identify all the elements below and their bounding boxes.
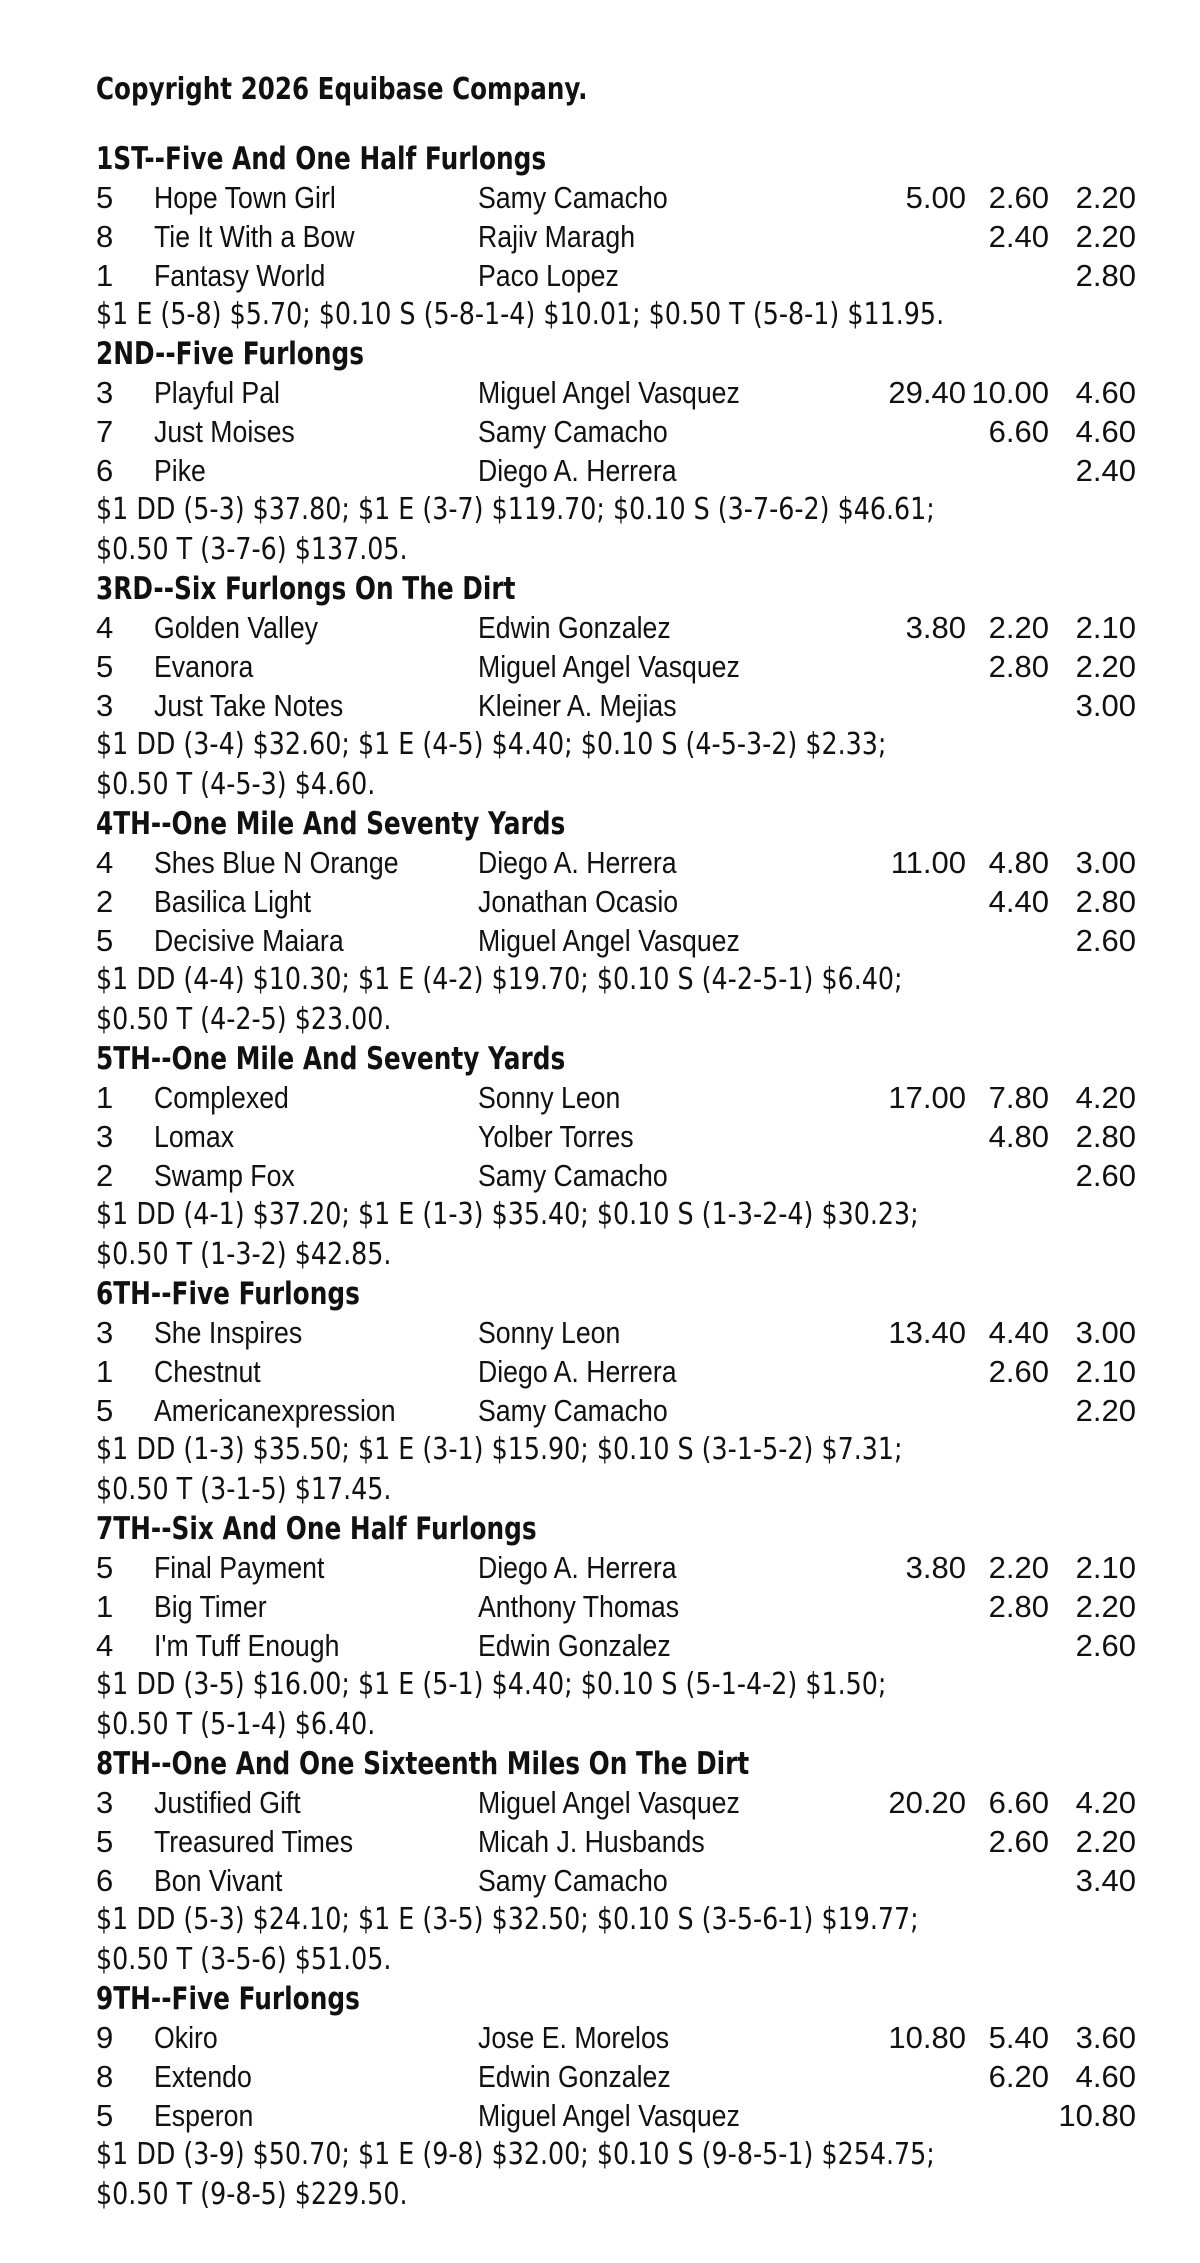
race-title: 1ST--Five And One Half Furlongs <box>96 141 547 177</box>
finisher-row <box>96 1117 1136 1156</box>
jockey-name: Miguel Angel Vasquez <box>478 923 740 958</box>
race-block <box>96 1040 1136 1275</box>
program-number: 6 <box>96 453 114 488</box>
program-number: 1 <box>96 1080 114 1115</box>
jockey-name: Edwin Gonzalez <box>478 610 671 645</box>
place-payout: 5.40 <box>988 2020 1049 2055</box>
place-payout: 2.60 <box>988 1354 1049 1389</box>
race-block <box>96 570 1136 805</box>
show-payout: 2.80 <box>1075 1119 1136 1154</box>
show-payout: 3.40 <box>1075 1863 1136 1898</box>
place-payout: 4.80 <box>988 1119 1049 1154</box>
win-payout: 11.00 <box>890 845 966 880</box>
exotic-payoff-line: $1 E (5-8) $5.70; $0.10 S (5-8-1-4) $10.01; $0.50 T (5-8-1) $11.95. <box>96 297 945 332</box>
show-payout: 10.80 <box>1058 2098 1136 2133</box>
finisher-row <box>96 1861 1136 1900</box>
jockey-name: Miguel Angel Vasquez <box>478 1785 740 1820</box>
exotic-payoff-line: $0.50 T (5-1-4) $6.40. <box>96 1707 376 1742</box>
jockey-name: Sonny Leon <box>478 1080 621 1115</box>
exotic-payoff-line: $1 DD (5-3) $37.80; $1 E (3-7) $119.70; $0.10 S (3-7-6-2) $46.61; <box>96 492 935 527</box>
program-number: 1 <box>96 1354 114 1389</box>
race-title: 9TH--Five Furlongs <box>96 1981 360 2017</box>
finisher-row <box>96 1078 1136 1117</box>
horse-name: Shes Blue N Orange <box>154 845 399 880</box>
race-title: 5TH--One Mile And Seventy Yards <box>96 1041 566 1077</box>
show-payout: 4.20 <box>1075 1080 1136 1115</box>
horse-name: Just Take Notes <box>154 688 344 723</box>
horse-name: Extendo <box>154 2059 252 2094</box>
place-payout: 6.60 <box>988 414 1049 449</box>
race-block <box>96 805 1136 1040</box>
jockey-name: Samy Camacho <box>478 414 668 449</box>
exotic-payoff-line: $1 DD (5-3) $24.10; $1 E (3-5) $32.50; $0.10 S (3-5-6-1) $19.77; <box>96 1902 919 1937</box>
show-payout: 2.40 <box>1075 453 1136 488</box>
jockey-name: Diego A. Herrera <box>478 845 677 880</box>
show-payout: 3.00 <box>1075 845 1136 880</box>
exotic-payoff-line: $0.50 T (1-3-2) $42.85. <box>96 1237 392 1272</box>
finisher-row <box>96 1626 1136 1665</box>
race-block <box>96 1510 1136 1745</box>
horse-name: Golden Valley <box>154 610 319 645</box>
program-number: 2 <box>96 1158 114 1193</box>
program-number: 3 <box>96 1119 114 1154</box>
win-payout: 13.40 <box>888 1315 966 1350</box>
win-payout: 17.00 <box>888 1080 966 1115</box>
jockey-name: Samy Camacho <box>478 1863 668 1898</box>
finisher-row <box>96 647 1136 686</box>
show-payout: 4.20 <box>1075 1785 1136 1820</box>
finisher-row <box>96 412 1136 451</box>
horse-name: Chestnut <box>154 1354 261 1389</box>
horse-name: Justified Gift <box>154 1785 301 1820</box>
show-payout: 2.80 <box>1075 884 1136 919</box>
win-payout: 10.80 <box>888 2020 966 2055</box>
race-title: 6TH--Five Furlongs <box>96 1276 360 1312</box>
exotic-payoff-line: $0.50 T (3-7-6) $137.05. <box>96 532 408 567</box>
jockey-name: Diego A. Herrera <box>478 1354 677 1389</box>
finisher-row <box>96 1783 1136 1822</box>
jockey-name: Rajiv Maragh <box>478 219 636 254</box>
horse-name: Big Timer <box>154 1589 267 1624</box>
race-block <box>96 1745 1136 1980</box>
win-payout: 20.20 <box>888 1785 966 1820</box>
jockey-name: Anthony Thomas <box>478 1589 680 1624</box>
program-number: 3 <box>96 375 114 410</box>
race-block <box>96 1275 1136 1510</box>
finisher-row <box>96 1587 1136 1626</box>
exotic-payoff-line: $0.50 T (9-8-5) $229.50. <box>96 2177 408 2212</box>
jockey-name: Miguel Angel Vasquez <box>478 375 740 410</box>
show-payout: 3.60 <box>1075 2020 1136 2055</box>
place-payout: 2.80 <box>988 1589 1049 1624</box>
finisher-row <box>96 1352 1136 1391</box>
exotic-payoff-line: $0.50 T (4-5-3) $4.60. <box>96 767 376 802</box>
jockey-name: Samy Camacho <box>478 1393 668 1428</box>
jockey-name: Yolber Torres <box>478 1119 634 1154</box>
exotic-payoff-line: $1 DD (1-3) $35.50; $1 E (3-1) $15.90; $0.10 S (3-1-5-2) $7.31; <box>96 1432 903 1467</box>
place-payout: 2.20 <box>988 610 1049 645</box>
finisher-row <box>96 882 1136 921</box>
program-number: 8 <box>96 219 114 254</box>
race-block <box>96 335 1136 570</box>
program-number: 1 <box>96 1589 114 1624</box>
race-block <box>96 1980 1136 2215</box>
jockey-name: Paco Lopez <box>478 258 619 293</box>
jockey-name: Micah J. Husbands <box>478 1824 705 1859</box>
program-number: 4 <box>96 610 114 645</box>
horse-name: Tie It With a Bow <box>154 219 355 254</box>
race-title: 2ND--Five Furlongs <box>96 336 365 372</box>
finisher-row <box>96 178 1136 217</box>
finisher-row <box>96 2018 1136 2057</box>
exotic-payoff-line: $0.50 T (4-2-5) $23.00. <box>96 1002 392 1037</box>
show-payout: 4.60 <box>1075 375 1136 410</box>
show-payout: 2.20 <box>1075 1824 1136 1859</box>
show-payout: 4.60 <box>1075 2059 1136 2094</box>
program-number: 5 <box>96 649 114 684</box>
horse-name: Americanexpression <box>154 1393 396 1428</box>
horse-name: Bon Vivant <box>154 1863 283 1898</box>
program-number: 5 <box>96 923 114 958</box>
place-payout: 6.60 <box>988 1785 1049 1820</box>
place-payout: 7.80 <box>988 1080 1049 1115</box>
finisher-row <box>96 2096 1136 2135</box>
show-payout: 3.00 <box>1075 688 1136 723</box>
horse-name: Decisive Maiara <box>154 923 344 958</box>
jockey-name: Diego A. Herrera <box>478 453 677 488</box>
jockey-name: Samy Camacho <box>478 180 668 215</box>
program-number: 4 <box>96 845 114 880</box>
program-number: 7 <box>96 414 114 449</box>
horse-name: Final Payment <box>154 1550 325 1585</box>
program-number: 6 <box>96 1863 114 1898</box>
show-payout: 2.20 <box>1075 219 1136 254</box>
race-results-list <box>96 140 1136 2215</box>
exotic-payoff-line: $1 DD (4-4) $10.30; $1 E (4-2) $19.70; $0.10 S (4-2-5-1) $6.40; <box>96 962 903 997</box>
exotic-payoff-line: $0.50 T (3-1-5) $17.45. <box>96 1472 392 1507</box>
place-payout: 2.20 <box>988 1550 1049 1585</box>
place-payout: 2.60 <box>988 180 1049 215</box>
finisher-row <box>96 373 1136 412</box>
jockey-name: Jose E. Morelos <box>478 2020 670 2055</box>
jockey-name: Miguel Angel Vasquez <box>478 2098 740 2133</box>
horse-name: Just Moises <box>154 414 295 449</box>
program-number: 5 <box>96 2098 114 2133</box>
show-payout: 2.10 <box>1075 610 1136 645</box>
horse-name: Basilica Light <box>154 884 312 919</box>
show-payout: 2.20 <box>1075 180 1136 215</box>
show-payout: 2.60 <box>1075 923 1136 958</box>
jockey-name: Diego A. Herrera <box>478 1550 677 1585</box>
race-title: 7TH--Six And One Half Furlongs <box>96 1511 537 1547</box>
program-number: 5 <box>96 180 114 215</box>
finisher-row <box>96 608 1136 647</box>
program-number: 3 <box>96 1315 114 1350</box>
horse-name: Playful Pal <box>154 375 280 410</box>
show-payout: 2.10 <box>1075 1354 1136 1389</box>
program-number: 5 <box>96 1824 114 1859</box>
finisher-row <box>96 921 1136 960</box>
place-payout: 2.80 <box>988 649 1049 684</box>
horse-name: Lomax <box>154 1119 235 1154</box>
program-number: 5 <box>96 1393 114 1428</box>
finisher-row <box>96 2057 1136 2096</box>
program-number: 1 <box>96 258 114 293</box>
jockey-name: Sonny Leon <box>478 1315 621 1350</box>
program-number: 2 <box>96 884 114 919</box>
program-number: 8 <box>96 2059 114 2094</box>
race-title: 4TH--One Mile And Seventy Yards <box>96 806 566 842</box>
horse-name: Hope Town Girl <box>154 180 336 215</box>
show-payout: 2.10 <box>1075 1550 1136 1585</box>
show-payout: 2.20 <box>1075 1589 1136 1624</box>
place-payout: 2.40 <box>988 219 1049 254</box>
horse-name: Evanora <box>154 649 254 684</box>
jockey-name: Edwin Gonzalez <box>478 2059 671 2094</box>
horse-name: Complexed <box>154 1080 289 1115</box>
finisher-row <box>96 686 1136 725</box>
jockey-name: Miguel Angel Vasquez <box>478 649 740 684</box>
horse-name: She Inspires <box>154 1315 303 1350</box>
exotic-payoff-line: $1 DD (3-5) $16.00; $1 E (5-1) $4.40; $0.10 S (5-1-4-2) $1.50; <box>96 1667 887 1702</box>
finisher-row <box>96 843 1136 882</box>
program-number: 9 <box>96 2020 114 2055</box>
horse-name: Treasured Times <box>154 1824 354 1859</box>
results-sheet <box>96 70 1136 2215</box>
finisher-row <box>96 256 1136 295</box>
show-payout: 2.20 <box>1075 1393 1136 1428</box>
race-title: 3RD--Six Furlongs On The Dirt <box>96 571 516 607</box>
win-payout: 29.40 <box>888 375 966 410</box>
jockey-name: Samy Camacho <box>478 1158 668 1193</box>
horse-name: I'm Tuff Enough <box>154 1628 340 1663</box>
exotic-payoff-line: $1 DD (3-4) $32.60; $1 E (4-5) $4.40; $0.10 S (4-5-3-2) $2.33; <box>96 727 887 762</box>
win-payout: 3.80 <box>905 610 966 645</box>
place-payout: 4.40 <box>988 884 1049 919</box>
race-title: 8TH--One And One Sixteenth Miles On The Dirt <box>96 1746 750 1782</box>
finisher-row <box>96 1548 1136 1587</box>
horse-name: Okiro <box>154 2020 218 2055</box>
finisher-row <box>96 1391 1136 1430</box>
exotic-payoff-line: $1 DD (3-9) $50.70; $1 E (9-8) $32.00; $0.10 S (9-8-5-1) $254.75; <box>96 2137 935 2172</box>
race-block <box>96 140 1136 335</box>
program-number: 3 <box>96 688 114 723</box>
program-number: 4 <box>96 1628 114 1663</box>
program-number: 3 <box>96 1785 114 1820</box>
exotic-payoff-line: $0.50 T (3-5-6) $51.05. <box>96 1942 392 1977</box>
place-payout: 6.20 <box>988 2059 1049 2094</box>
show-payout: 2.60 <box>1075 1158 1136 1193</box>
show-payout: 4.60 <box>1075 414 1136 449</box>
horse-name: Swamp Fox <box>154 1158 295 1193</box>
copyright-notice: Copyright 2026 Equibase Company. <box>96 72 588 107</box>
jockey-name: Kleiner A. Mejias <box>478 688 677 723</box>
place-payout: 4.40 <box>988 1315 1049 1350</box>
horse-name: Fantasy World <box>154 258 326 293</box>
show-payout: 3.00 <box>1075 1315 1136 1350</box>
finisher-row <box>96 217 1136 256</box>
finisher-row <box>96 1156 1136 1195</box>
win-payout: 5.00 <box>905 180 966 215</box>
show-payout: 2.20 <box>1075 649 1136 684</box>
finisher-row <box>96 451 1136 490</box>
jockey-name: Edwin Gonzalez <box>478 1628 671 1663</box>
show-payout: 2.80 <box>1075 258 1136 293</box>
horse-name: Pike <box>154 453 206 488</box>
finisher-row <box>96 1313 1136 1352</box>
program-number: 5 <box>96 1550 114 1585</box>
jockey-name: Jonathan Ocasio <box>478 884 679 919</box>
finisher-row <box>96 1822 1136 1861</box>
exotic-payoff-line: $1 DD (4-1) $37.20; $1 E (1-3) $35.40; $0.10 S (1-3-2-4) $30.23; <box>96 1197 919 1232</box>
show-payout: 2.60 <box>1075 1628 1136 1663</box>
win-payout: 3.80 <box>905 1550 966 1585</box>
horse-name: Esperon <box>154 2098 254 2133</box>
place-payout: 10.00 <box>971 375 1049 410</box>
place-payout: 4.80 <box>988 845 1049 880</box>
place-payout: 2.60 <box>988 1824 1049 1859</box>
